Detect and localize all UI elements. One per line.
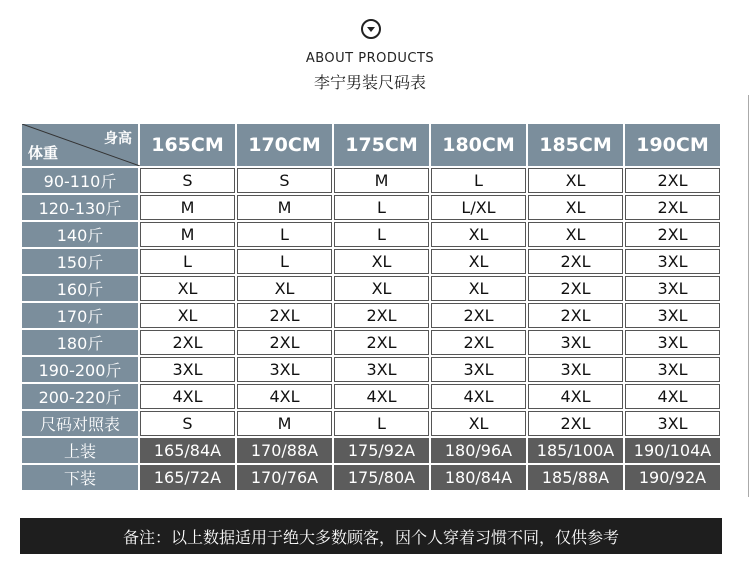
weight-axis-label: 体重 xyxy=(28,144,59,162)
table-row xyxy=(22,438,720,463)
size-cell: L xyxy=(237,222,332,247)
size-cell: 3XL xyxy=(625,249,720,274)
size-cell: 2XL xyxy=(625,222,720,247)
size-cell: 4XL xyxy=(528,384,623,409)
size-cell: L xyxy=(237,249,332,274)
size-cell: 2XL xyxy=(625,168,720,193)
size-cell: 3XL xyxy=(625,357,720,382)
height-header: 175CM xyxy=(334,124,429,166)
garment-size-cell: 175/80A xyxy=(334,465,429,490)
table-row xyxy=(22,195,720,220)
size-cell: 2XL xyxy=(431,330,526,355)
size-cell: L xyxy=(334,411,429,436)
chevron-down-circle-icon xyxy=(360,18,382,40)
size-chart-table xyxy=(20,122,722,492)
right-edge-divider xyxy=(748,95,749,497)
size-cell: 2XL xyxy=(528,276,623,301)
footnote-bar xyxy=(20,518,722,554)
weight-label: 190-200斤 xyxy=(22,357,138,382)
garment-size-cell: 185/88A xyxy=(528,465,623,490)
size-cell: 2XL xyxy=(528,411,623,436)
size-cell: XL xyxy=(431,222,526,247)
size-cell: M xyxy=(237,195,332,220)
size-cell: M xyxy=(140,195,235,220)
size-cell: S xyxy=(237,168,332,193)
footnote-text: 备注：以上数据适用于绝大多数顾客，因个人穿着习惯不同，仅供参考 xyxy=(122,527,619,547)
size-cell: L xyxy=(334,222,429,247)
size-cell: XL xyxy=(334,276,429,301)
height-header: 165CM xyxy=(140,124,235,166)
eyebrow-text: ABOUT PRODUCTS xyxy=(305,51,435,66)
size-cell: 3XL xyxy=(334,357,429,382)
size-cell: XL xyxy=(140,303,235,328)
size-cell: 3XL xyxy=(625,276,720,301)
weight-label: 尺码对照表 xyxy=(22,411,138,436)
size-cell: 4XL xyxy=(431,384,526,409)
garment-size-cell: 165/84A xyxy=(140,438,235,463)
weight-label: 170斤 xyxy=(22,303,138,328)
height-axis-label: 身高 xyxy=(104,131,132,147)
size-cell: 2XL xyxy=(237,303,332,328)
size-cell: 4XL xyxy=(237,384,332,409)
garment-size-cell: 170/76A xyxy=(237,465,332,490)
weight-label: 140斤 xyxy=(22,222,138,247)
size-cell: 4XL xyxy=(625,384,720,409)
size-cell: 3XL xyxy=(625,330,720,355)
garment-size-cell: 170/88A xyxy=(237,438,332,463)
size-cell: L xyxy=(334,195,429,220)
height-header-row xyxy=(22,124,720,166)
table-row xyxy=(22,303,720,328)
size-cell: XL xyxy=(528,195,623,220)
size-cell: 2XL xyxy=(334,330,429,355)
garment-size-cell: 180/96A xyxy=(431,438,526,463)
table-row xyxy=(22,384,720,409)
size-cell: 2XL xyxy=(431,303,526,328)
size-cell: 3XL xyxy=(140,357,235,382)
weight-label: 160斤 xyxy=(22,276,138,301)
garment-size-cell: 175/92A xyxy=(334,438,429,463)
size-cell: 2XL xyxy=(237,330,332,355)
garment-size-cell: 180/84A xyxy=(431,465,526,490)
size-cell: 3XL xyxy=(237,357,332,382)
size-cell: XL xyxy=(237,276,332,301)
weight-label: 90-110斤 xyxy=(22,168,138,193)
size-cell: S xyxy=(140,411,235,436)
garment-size-cell: 165/72A xyxy=(140,465,235,490)
size-cell: 2XL xyxy=(140,330,235,355)
table-row xyxy=(22,411,720,436)
size-cell: 2XL xyxy=(528,303,623,328)
size-cell: 3XL xyxy=(625,411,720,436)
size-cell: L/XL xyxy=(431,195,526,220)
table-row xyxy=(22,276,720,301)
size-cell: 4XL xyxy=(140,384,235,409)
size-cell: 2XL xyxy=(334,303,429,328)
size-cell: M xyxy=(237,411,332,436)
page-title: 李宁男装尺码表 xyxy=(313,73,426,92)
size-cell: 3XL xyxy=(528,330,623,355)
height-header: 185CM xyxy=(528,124,623,166)
weight-label: 下装 xyxy=(22,465,138,490)
size-cell: S xyxy=(140,168,235,193)
size-cell: XL xyxy=(140,276,235,301)
size-cell: 2XL xyxy=(528,249,623,274)
height-header: 190CM xyxy=(625,124,720,166)
height-header: 170CM xyxy=(237,124,332,166)
size-cell: 2XL xyxy=(625,195,720,220)
size-cell: XL xyxy=(528,168,623,193)
table-row xyxy=(22,222,720,247)
size-cell: 4XL xyxy=(334,384,429,409)
table-row xyxy=(22,465,720,490)
weight-label: 上装 xyxy=(22,438,138,463)
size-cell: XL xyxy=(431,276,526,301)
table-row xyxy=(22,330,720,355)
size-cell: M xyxy=(140,222,235,247)
garment-size-cell: 185/100A xyxy=(528,438,623,463)
size-cell: M xyxy=(334,168,429,193)
garment-size-cell: 190/92A xyxy=(625,465,720,490)
table-row xyxy=(22,249,720,274)
garment-size-cell: 190/104A xyxy=(625,438,720,463)
size-cell: L xyxy=(140,249,235,274)
size-cell: XL xyxy=(431,411,526,436)
size-cell: 3XL xyxy=(528,357,623,382)
corner-header-cell xyxy=(22,124,138,166)
size-cell: L xyxy=(431,168,526,193)
weight-label: 200-220斤 xyxy=(22,384,138,409)
size-cell: 3XL xyxy=(431,357,526,382)
size-cell: XL xyxy=(431,249,526,274)
weight-label: 120-130斤 xyxy=(22,195,138,220)
weight-label: 180斤 xyxy=(22,330,138,355)
table-row xyxy=(22,357,720,382)
size-cell: 3XL xyxy=(625,303,720,328)
size-cell: XL xyxy=(528,222,623,247)
height-header: 180CM xyxy=(431,124,526,166)
table-row xyxy=(22,168,720,193)
size-cell: XL xyxy=(334,249,429,274)
weight-label: 150斤 xyxy=(22,249,138,274)
